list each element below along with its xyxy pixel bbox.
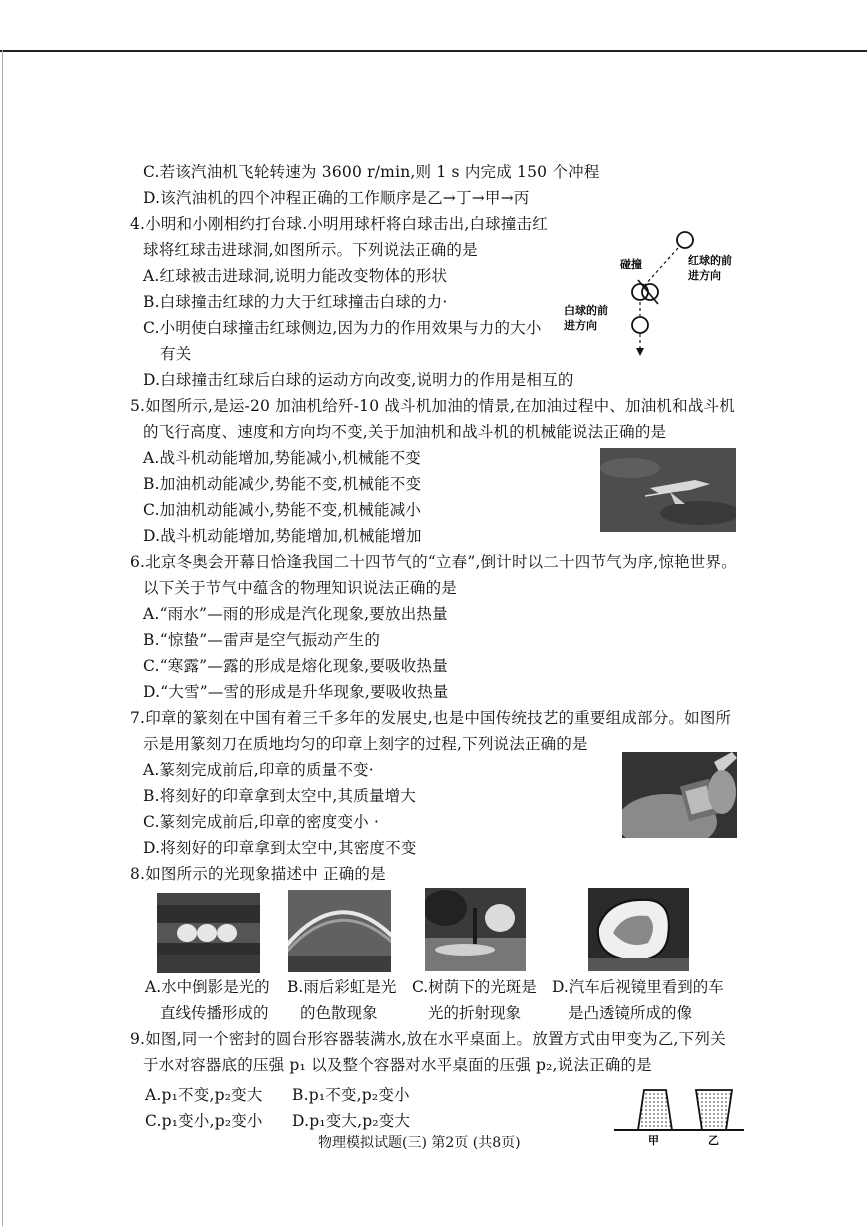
red-ball-moved bbox=[677, 232, 693, 248]
q4-option-c: C.小明使白球撞击红球侧边,因为力的作用效果与力的大小 bbox=[143, 319, 542, 337]
q5-option-b: B.加油机动能减少,势能不变,机械能不变 bbox=[143, 475, 422, 493]
white-ball-moved bbox=[632, 317, 648, 333]
label-white-dir-1: 白球的前 bbox=[564, 304, 608, 317]
q8-caption-d-1: D.汽车后视镜里看到的车 bbox=[552, 978, 724, 996]
q4-option-a: A.红球被击进球洞,说明力能改变物体的形状 bbox=[143, 267, 448, 285]
frustum-container-diagram bbox=[612, 1076, 747, 1146]
q9-stem-line2: 于水对容器底的压强 p₁ 以及整个容器对水平桌面的压强 p₂,说法正确的是 bbox=[143, 1056, 652, 1074]
q9-option-a: A.p₁不变,p₂变大 bbox=[145, 1086, 263, 1104]
reflection-photo bbox=[157, 893, 260, 973]
q8-caption-b-1: B.雨后彩虹是光 bbox=[287, 978, 397, 996]
q8-caption-d-2: 是凸透镜所成的像 bbox=[568, 1004, 693, 1022]
billiard-diagram bbox=[558, 222, 758, 362]
q9-option-d: D.p₁变大,p₂变大 bbox=[292, 1112, 411, 1130]
q5-stem-line2: 的飞行高度、速度和方向均不变,关于加油机和战斗机的机械能说法正确的是 bbox=[143, 423, 667, 441]
label-yi: 乙 bbox=[708, 1134, 719, 1146]
q3-option-c: C.若该汽油机飞轮转速为 3600 r/min,则 1 s 内完成 150 个冲程 bbox=[143, 163, 600, 181]
label-collide: 碰撞 bbox=[620, 258, 642, 271]
q4-option-c-cont: 有关 bbox=[160, 345, 192, 363]
q5-option-d: D.战斗机动能增加,势能增加,机械能增加 bbox=[143, 527, 422, 545]
q8-caption-a-1: A.水中倒影是光的 bbox=[145, 978, 270, 996]
rainbow-photo bbox=[288, 890, 391, 972]
label-jia: 甲 bbox=[648, 1134, 659, 1146]
red-ball-path bbox=[644, 248, 678, 286]
q7-stem-line2: 示是用篆刻刀在质地均匀的印章上刻字的过程,下列说法正确的是 bbox=[143, 735, 588, 753]
q6-stem-line2: 以下关于节气中蕴含的物理知识说法正确的是 bbox=[143, 579, 458, 597]
q5-stem-line1: 5.如图所示,是运-20 加油机给歼-10 战斗机加油的情景,在加油过程中、加油机和战斗机 bbox=[130, 397, 735, 415]
refueling-photo bbox=[600, 448, 736, 532]
q8-caption-c-1: C.树荫下的光斑是 bbox=[412, 978, 537, 996]
q9-stem-line1: 9.如图,同一个密封的圆台形容器装满水,放在水平桌面上。放置方式由甲变为乙,下列关 bbox=[130, 1030, 726, 1048]
q3-option-d: D.该汽油机的四个冲程正确的工作顺序是乙→丁→甲→丙 bbox=[143, 189, 530, 207]
q6-option-b: B.“惊蛰”—雷声是空气振动产生的 bbox=[143, 631, 381, 649]
container-yi bbox=[696, 1090, 732, 1130]
q6-option-c: C.“寒露”—露的形成是熔化现象,要吸收热量 bbox=[143, 657, 448, 675]
q8-caption-c-2: 光的折射现象 bbox=[428, 1004, 522, 1022]
q7-option-a: A.篆刻完成前后,印章的质量不变· bbox=[143, 761, 374, 779]
page-left-border bbox=[2, 50, 3, 1226]
q8-stem: 8.如图所示的光现象描述中 正确的是 bbox=[130, 865, 386, 883]
q8-caption-a-2: 直线传播形成的 bbox=[160, 1004, 269, 1022]
tree-shade-photo bbox=[425, 888, 526, 971]
q7-option-b: B.将刻好的印章拿到太空中,其质量增大 bbox=[143, 787, 417, 805]
page-footer: 物理模拟试题(三) 第2页 (共8页) bbox=[318, 1135, 521, 1151]
container-jia bbox=[638, 1090, 672, 1130]
q7-stem-line1: 7.印章的篆刻在中国有着三千多年的发展史,也是中国传统技艺的重要组成部分。如图所 bbox=[130, 709, 732, 727]
q6-option-a: A.“雨水”—雨的形成是汽化现象,要放出热量 bbox=[143, 605, 448, 623]
q7-option-d: D.将刻好的印章拿到太空中,其密度不变 bbox=[143, 839, 417, 857]
q8-caption-b-2: 的色散现象 bbox=[300, 1004, 378, 1022]
red-ball-contact bbox=[642, 284, 658, 300]
q6-option-d: D.“大雪”—雪的形成是升华现象,要吸收热量 bbox=[143, 683, 449, 701]
q4-option-b: B.白球撞击红球的力大于红球撞击白球的力· bbox=[143, 293, 448, 311]
seal-carving-photo bbox=[622, 752, 737, 838]
q5-option-a: A.战斗机动能增加,势能减小,机械能不变 bbox=[143, 449, 421, 467]
q4-stem-line1: 4.小明和小刚相约打台球.小明用球杆将白球击出,白球撞击红 bbox=[130, 215, 548, 233]
q4-option-d: D.白球撞击红球后白球的运动方向改变,说明力的作用是相互的 bbox=[143, 371, 574, 389]
page-top-border bbox=[0, 50, 867, 52]
q5-option-c: C.加油机动能减小,势能不变,机械能减小 bbox=[143, 501, 422, 519]
label-red-dir-2: 进方向 bbox=[688, 269, 721, 282]
q4-stem-line2: 球将红球击进球洞,如图所示。下列说法正确的是 bbox=[143, 241, 478, 259]
q7-option-c: C.篆刻完成前后,印章的密度变小 · bbox=[143, 813, 380, 831]
label-white-dir-2: 进方向 bbox=[564, 319, 597, 332]
label-red-dir-1: 红球的前 bbox=[688, 254, 732, 267]
q9-option-c: C.p₁变小,p₂变小 bbox=[145, 1112, 263, 1130]
rear-mirror-photo bbox=[588, 888, 689, 971]
down-arrow-icon bbox=[636, 348, 644, 356]
q6-stem-line1: 6.北京冬奥会开幕日恰逢我国二十四节气的“立春”,倒计时以二十四节气为序,惊艳世界。 bbox=[130, 553, 737, 571]
q9-option-b: B.p₁不变,p₂变小 bbox=[292, 1086, 410, 1104]
